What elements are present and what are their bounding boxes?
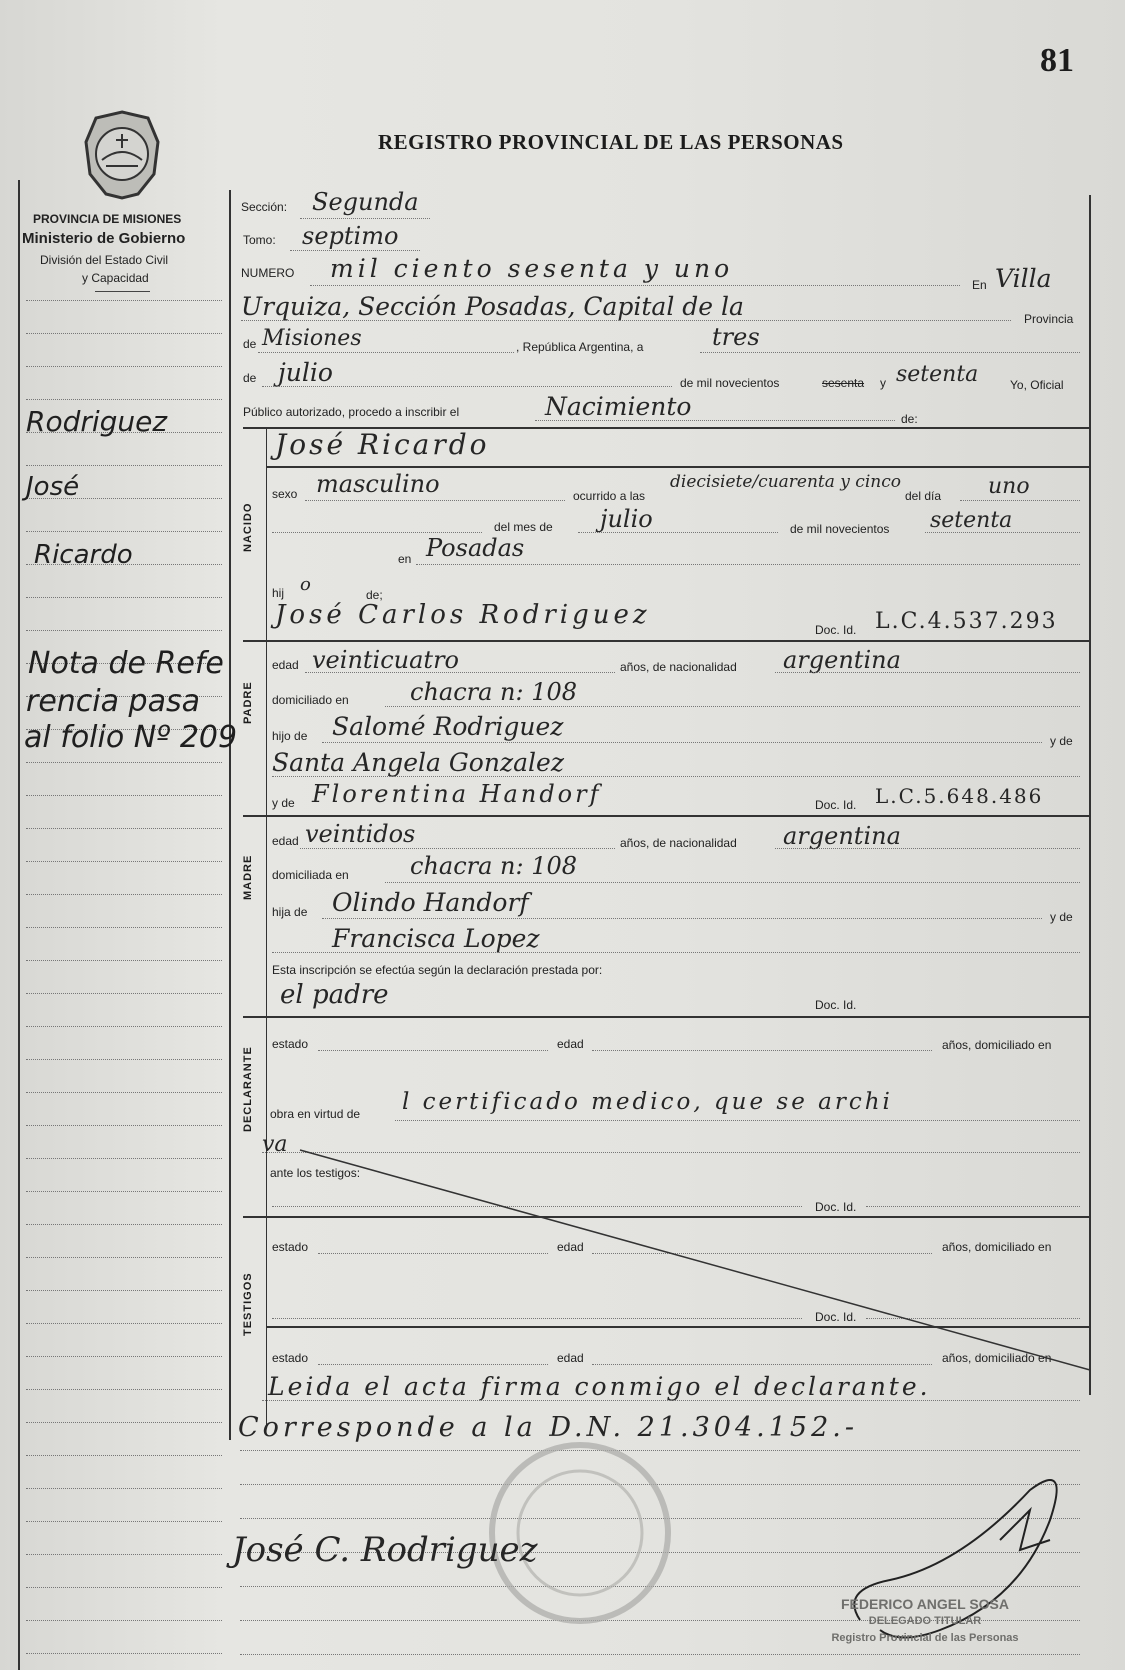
org-line3: División del Estado Civil <box>40 253 169 267</box>
label-seccion: Sección: <box>241 200 288 214</box>
section-nacido: NACIDO <box>242 502 254 552</box>
value-padre-nac: argentina <box>783 646 901 674</box>
label-madre-edad: edad <box>272 834 299 848</box>
label-testigo2-doc: Doc. Id. <box>815 1310 857 1324</box>
signature-declarante: José C. Rodriguez <box>232 1530 538 1570</box>
value-padre-nombre: José Carlos Rodriguez <box>275 600 651 630</box>
value-abuelo-p: Salomé Rodriguez <box>332 712 564 741</box>
label-de2: de <box>243 371 257 385</box>
label-yo-oficial: Yo, Oficial <box>1010 378 1064 392</box>
label-de: de <box>243 337 257 351</box>
value-madre-doc: L.C.5.648.486 <box>875 784 1044 808</box>
label-en2: en <box>398 552 412 566</box>
value-hora: diecisiete/cuarenta y cinco <box>670 472 901 492</box>
label-de-colon: de: <box>901 412 918 426</box>
label-padre-dom: domiciliado en <box>272 693 349 707</box>
label-testigo1-doc: Doc. Id. <box>815 1200 857 1214</box>
value-padre-edad: veinticuatro <box>312 646 459 674</box>
label-del-mes: del mes de <box>494 520 553 534</box>
label-y-de: y de <box>1050 734 1073 748</box>
label-de-mil2: de mil novecientos <box>790 522 890 536</box>
section-madre: MADRE <box>242 854 254 900</box>
value-padre-doc: L.C.4.537.293 <box>875 609 1058 634</box>
label-ocurrido: ocurrido a las <box>573 489 646 503</box>
stamp-line2: DELEGADO TITULAR <box>868 1615 982 1627</box>
label-publico: Público autorizado, procedo a inscribir el <box>243 405 460 419</box>
org-line1: PROVINCIA DE MISIONES <box>33 212 182 226</box>
value-abuelo-m: Olindo Handorf <box>332 888 529 917</box>
margin-note-line1: Nota de Refe <box>28 646 224 681</box>
org-line4: y Capacidad <box>82 271 149 285</box>
value-lugar-nac: Posadas <box>426 534 525 562</box>
folio-number: 81 <box>1040 42 1074 79</box>
label-testigo2-estado: estado <box>272 1351 309 1365</box>
label-declarante-anos: años, domiciliado en <box>942 1038 1052 1052</box>
value-madre-nac: argentina <box>783 822 901 850</box>
margin-name1: José <box>26 472 80 502</box>
label-madre-dom: domiciliada en <box>272 868 349 882</box>
value-leida: Leida el acta firma conmigo el declarante. <box>268 1372 931 1401</box>
label-declarante-estado: estado <box>272 1037 309 1051</box>
value-abuela-p: Santa Angela Gonzalez <box>272 748 564 777</box>
section-padre: PADRE <box>242 681 254 724</box>
value-madre-edad: veintidos <box>305 820 416 848</box>
value-padre-dom: chacra n: 108 <box>410 678 578 706</box>
label-obra: obra en virtud de <box>270 1107 361 1121</box>
value-nombre: José Ricardo <box>275 428 490 461</box>
value-tomo: septimo <box>302 222 399 250</box>
margin-name2: Ricardo <box>34 540 133 570</box>
value-lugar2: Urquiza, Sección Posadas, Capital de la <box>241 292 744 321</box>
value-sexo: masculino <box>316 470 440 498</box>
label-padre-anos: años, de nacionalidad <box>620 660 737 674</box>
stamp-line1: FEDERICO ANGEL SOSA <box>840 1596 1010 1612</box>
label-testigo1-edad: edad <box>557 1240 584 1254</box>
value-anio-nac: setenta <box>930 508 1013 533</box>
margin-note-line2: rencia pasa <box>26 684 200 719</box>
label-de-mil: de mil novecientos <box>680 376 780 390</box>
margin-note-line3: al folio Nº 209 <box>24 720 238 755</box>
label-madre-anos: años, de nacionalidad <box>620 836 737 850</box>
value-obra2: va <box>262 1132 288 1157</box>
label-testigo2-anos: años, domiciliado en <box>942 1351 1052 1365</box>
page-title: REGISTRO PROVINCIAL DE LAS PERSONAS <box>378 130 844 154</box>
label-madre-doc: Doc. Id. <box>815 798 857 812</box>
label-testigo1-estado: estado <box>272 1240 309 1254</box>
label-padre-doc: Doc. Id. <box>815 623 857 637</box>
section-testigos: TESTIGOS <box>242 1272 254 1336</box>
label-declarante-doc: Doc. Id. <box>815 998 857 1012</box>
official-stamp <box>760 1596 1090 1647</box>
value-acto: Nacimiento <box>545 392 692 421</box>
value-mes-nac: julio <box>600 505 653 533</box>
value-dia: tres <box>712 323 760 351</box>
label-testigo2-edad: edad <box>557 1351 584 1365</box>
label-ante-testigos: ante los testigos: <box>270 1166 361 1180</box>
label-de-semi: de; <box>366 588 383 602</box>
value-dia-nac: uno <box>988 474 1030 499</box>
value-mes: julio <box>278 358 333 387</box>
value-lugar1: Villa <box>995 264 1052 293</box>
section-declarante: DECLARANTE <box>242 1046 254 1132</box>
label-padre-edad: edad <box>272 658 299 672</box>
label-hija-de: hija de <box>272 905 308 919</box>
stamp-line3: Registro Provincial de las Personas <box>831 1632 1019 1644</box>
value-abuela-m: Francisca Lopez <box>332 924 540 953</box>
label-hijo: hij <box>272 586 285 600</box>
label-del-dia: del día <box>905 489 942 503</box>
value-declarante: el padre <box>280 980 389 1010</box>
label-y-de3: y de <box>1050 910 1073 924</box>
label-numero: NUMERO <box>241 266 295 280</box>
label-republica: , República Argentina, a <box>516 340 644 354</box>
value-hijo-letra: o <box>300 574 311 595</box>
label-hijo-de: hijo de <box>272 729 308 743</box>
org-line2: Ministerio de Gobierno <box>22 230 186 247</box>
label-esta-inscripcion: Esta inscripción se efectúa según la declaración prestada por: <box>272 963 603 977</box>
value-numero: mil ciento sesenta y uno <box>330 254 734 283</box>
rule <box>262 1400 1080 1401</box>
label-sesenta: sesenta <box>822 376 865 390</box>
label-en: En <box>972 278 987 292</box>
value-corresponde: Corresponde a la D.N. 21.304.152.- <box>238 1412 858 1443</box>
label-declarante-edad: edad <box>557 1037 584 1051</box>
value-madre-nombre: Florentina Handorf <box>312 780 602 808</box>
label-testigo1-anos: años, domiciliado en <box>942 1240 1052 1254</box>
margin-surname: Rodriguez <box>26 405 168 438</box>
value-seccion: Segunda <box>312 188 419 216</box>
value-madre-dom: chacra n: 108 <box>410 852 578 880</box>
label-provincia: Provincia <box>1024 312 1074 326</box>
value-obra: l certificado medico, que se archi <box>402 1089 893 1115</box>
label-sexo: sexo <box>272 487 298 501</box>
label-y-de2: y de <box>272 796 295 810</box>
label-y: y <box>880 376 886 390</box>
value-provincia: Misiones <box>262 326 362 351</box>
label-tomo: Tomo: <box>243 233 276 247</box>
value-anio: setenta <box>896 362 979 387</box>
